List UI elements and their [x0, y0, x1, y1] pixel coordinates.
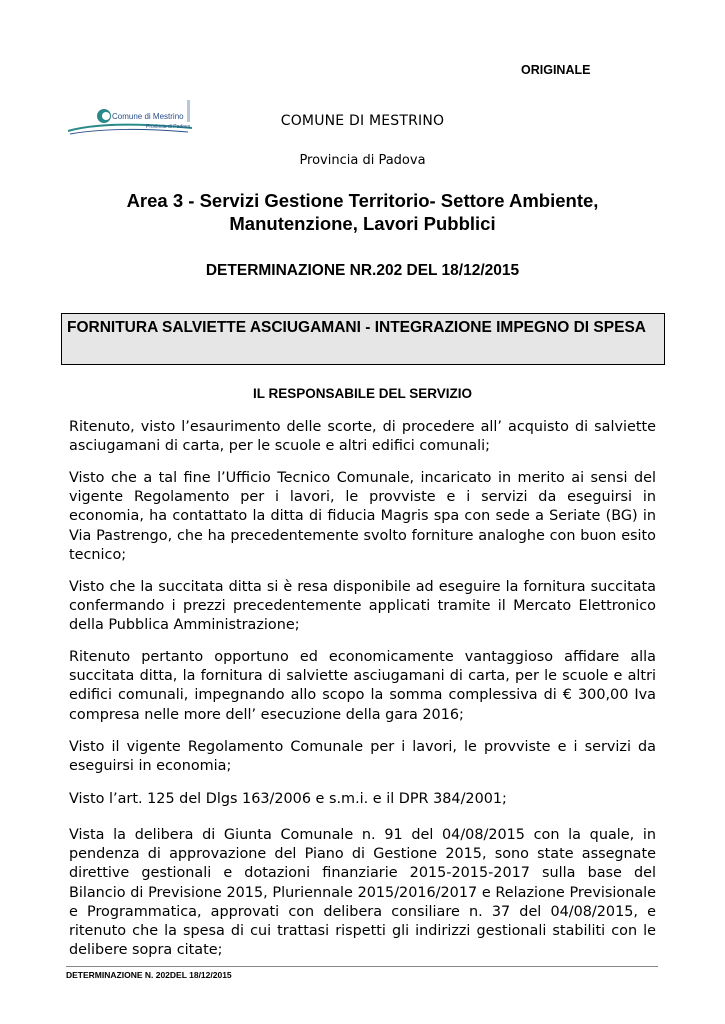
originale-stamp: ORIGINALE — [521, 63, 591, 77]
paragraph: Visto l’art. 125 del Dlgs 163/2006 e s.m.i. e il DPR 384/2001; — [69, 791, 507, 807]
logo-swoosh-secondary — [70, 129, 188, 134]
logo-text: Comune di Mestrino — [112, 112, 184, 121]
footer-divider — [66, 966, 658, 967]
area-heading — [40, 189, 685, 235]
paragraph: Visto che a tal fine l’Ufficio Tecnico Comunale, incaricato in merito ai sensi del vigente Regolamento per i lavori, le provviste e i servizi da eseguirsi in economia, ha contattato la ditta di fiducia Magris spa con sede a Seriate (BG) in Via Pastrengo, che ha precedentemente svolto forniture analoghe con buon esito tecnico; — [69, 470, 656, 563]
determinazione-title: DETERMINAZIONE NR.202 DEL 18/12/2015 — [205, 262, 520, 279]
footer-text: DETERMINAZIONE N. 202DEL 18/12/2015 — [66, 970, 232, 980]
paragraph: Visto il vigente Regolamento Comunale per i lavori, le provviste e i servizi da eseguirsi in economia; — [69, 739, 656, 775]
paragraph: Vista la delibera di Giunta Comunale n. 91 del 04/08/2015 con la quale, in pendenza di approvazione del Piano di Gestione 2015, sono state assegnate direttive gestionali e dotazioni finanziarie 2015-2015-2017 sulla base del Bilancio di Previsione 2015, Pluriennale 2015/2016/2017 e Relazione Previsionale e Programmatica, approvati con delibera consiliare n. 37 del 04/08/2015, e ritenuto che la spesa di cui trattasi rispetti gli indirizzi gestionali stabiliti con le delibere sopra citate; — [69, 827, 656, 959]
provincia-name: Provincia di Padova — [299, 153, 426, 168]
paragraph: Ritenuto, visto l’esaurimento delle scorte, di procedere all’ acquisto di salviette asciugamani di carta, per le scuole e altri edifici comunali; — [69, 419, 656, 455]
section-title: IL RESPONSABILE DEL SERVIZIO — [252, 386, 473, 401]
comune-name: COMUNE DI MESTRINO — [280, 113, 445, 129]
paragraph: Visto che la succitata ditta si è resa disponibile ad eseguire la fornitura succitata confermando i prezzi precedentemente applicati tramite il Mercato Elettronico della Pubblica Amministrazione; — [69, 579, 656, 634]
area-heading-line1: Area 3 - Servizi Gestione Territorio- Settore Ambiente, — [126, 190, 599, 211]
subject-box: FORNITURA SALVIETTE ASCIUGAMANI - INTEGRAZIONE IMPEGNO DI SPESA — [61, 313, 665, 365]
area-heading-line2: Manutenzione, Lavori Pubblici — [229, 213, 496, 234]
logo-subtext: Provincia di Padova — [146, 124, 191, 130]
paragraph: Ritenuto pertanto opportuno ed economicamente vantaggioso affidare alla succitata ditta, la fornitura di salviette asciugamani di carta, per le scuole e altri edifici comunali, impegnando allo scopo la somma complessiva di € 300,00 Iva compresa nelle more dell’ esecuzione della gara 2016; — [69, 649, 656, 723]
